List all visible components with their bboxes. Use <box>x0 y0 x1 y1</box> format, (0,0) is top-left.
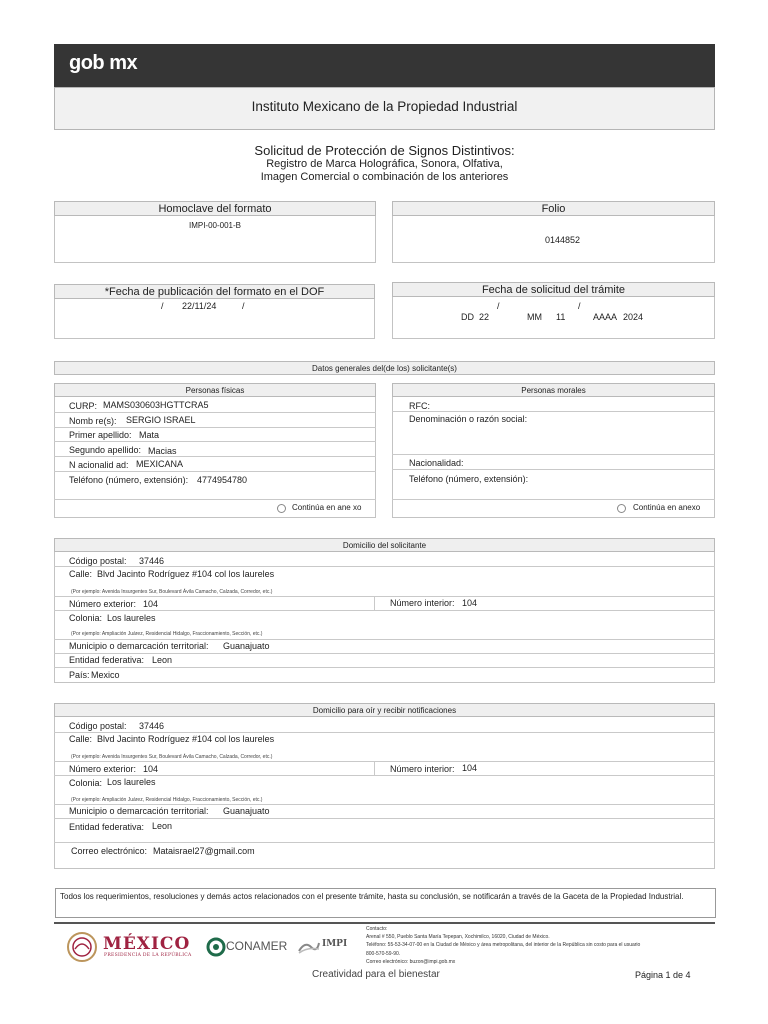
divider <box>54 441 376 442</box>
conamer-icon <box>206 937 226 957</box>
not-calle-label: Calle: <box>69 734 93 744</box>
dom-cp-value[interactable]: 37446 <box>139 556 165 566</box>
folio-label: Folio <box>392 201 715 216</box>
folio-value[interactable]: 0144852 <box>545 235 581 245</box>
not-cp-label: Código postal: <box>69 721 127 731</box>
solicitante-section-title: Datos generales del(de los) solicitante(s) <box>54 361 715 375</box>
dom-num-int-value[interactable]: 104 <box>462 598 478 608</box>
dom-colonia-value[interactable]: Los laureles <box>107 613 156 623</box>
divider <box>54 471 376 472</box>
divider <box>392 411 715 412</box>
aaaa-value[interactable]: 2024 <box>623 312 644 322</box>
notificaciones-title: Domicilio para oír y recibir notificaciones <box>54 703 715 717</box>
curp-label: CURP: <box>69 401 98 411</box>
footer-contact <box>366 925 716 966</box>
personas-morales-box <box>392 383 715 518</box>
not-calle-example: (Por ejemplo: Avenida Insurgentes Sur, Boulevard Ávila Camacho, Calzada, Corredor, etc.) <box>71 754 273 760</box>
form-subtitle-2: Imagen Comercial o combinación de los anteriores <box>260 171 509 183</box>
dom-colonia-label: Colonia: <box>69 613 103 623</box>
homoclave-value[interactable]: IMPI-00-001-B <box>188 221 242 230</box>
divider <box>54 427 376 428</box>
dom-calle-example: (Por ejemplo: Avenida Insurgentes Sur, Boulevard Ávila Camacho, Calzada, Corredor, etc.) <box>71 589 273 595</box>
form-subtitle-1: Registro de Marca Holográfica, Sonora, Olfativa, <box>266 158 503 170</box>
form-title: Solicitud de Protección de Signos Distintivos: <box>254 143 515 158</box>
personas-fisicas-title: Personas físicas <box>54 383 376 397</box>
divider <box>54 818 715 819</box>
impi-icon <box>297 939 321 955</box>
domicilio-title: Domicilio del solicitante <box>54 538 715 552</box>
header-bar <box>54 44 715 87</box>
morales-telefono-label: Teléfono (número, extensión): <box>409 474 529 484</box>
mm-label: MM <box>527 312 542 322</box>
personas-morales-title: Personas morales <box>392 383 715 397</box>
continua-anexo-label: Continúa en ane xo <box>292 503 362 512</box>
contact-tollfree: 800-570-59-90. <box>366 950 401 957</box>
not-num-int-label: Número interior: <box>390 764 455 774</box>
footer-slogan: Creatividad para el bienestar <box>312 969 440 980</box>
telefono-value[interactable]: 4774954780 <box>197 475 248 485</box>
divider <box>392 469 715 470</box>
curp-value[interactable]: MAMS030603HGTTCRA5 <box>103 400 209 410</box>
not-municipio-value[interactable]: Guanajuato <box>223 806 270 816</box>
not-num-ext-label: Número exterior: <box>69 764 137 774</box>
divider <box>54 653 715 654</box>
divider <box>54 596 715 597</box>
dom-pais-value[interactable]: Mexico <box>91 670 120 680</box>
fecha-pub-sep-2: / <box>242 301 245 311</box>
divider <box>374 596 375 610</box>
dom-cp-label: Código postal: <box>69 556 127 566</box>
divider <box>54 667 715 668</box>
page-number: Página 1 de 4 <box>635 970 691 980</box>
not-entidad-label: Entidad federativa: <box>69 822 145 832</box>
nombre-label: Nomb re(s): <box>69 416 117 426</box>
morales-continua-anexo-label: Continúa en anexo <box>633 503 701 512</box>
gobmx-logo: gob mx <box>69 52 138 74</box>
divider <box>54 499 376 500</box>
divider <box>54 456 376 457</box>
not-num-int-value[interactable]: 104 <box>462 763 478 773</box>
divider <box>54 842 715 843</box>
homoclave-label: Homoclave del formato <box>54 201 376 216</box>
impi-wordmark: IMPI <box>322 939 348 949</box>
dom-municipio-value[interactable]: Guanajuato <box>223 641 270 651</box>
institute-title: Instituto Mexicano de la Propiedad Industrial <box>251 99 518 114</box>
dom-colonia-example: (Por ejemplo: Ampliación Juárez, Residencial Hidalgo, Fraccionamiento, Sección, etc.) <box>71 631 263 637</box>
fecha-publicacion-value[interactable]: 22/11/24 <box>182 301 217 311</box>
gaceta-notice: Todos los requerimientos, resoluciones y demás actos relacionados con el presente trámite, hasta su conclusión, se notificarán a través de la Gaceta de la Propiedad Industrial. <box>55 888 716 918</box>
nombre-value[interactable]: SERGIO ISRAEL <box>126 415 196 425</box>
dd-label: DD <box>461 312 474 322</box>
divider <box>54 610 715 611</box>
divider <box>54 775 715 776</box>
denominacion-label: Denominación o razón social: <box>409 414 528 424</box>
presidencia-wordmark: PRESIDENCIA DE LA REPÚBLICA <box>104 953 192 958</box>
not-municipio-label: Municipio o demarcación territorial: <box>69 806 209 816</box>
not-colonia-value[interactable]: Los laureles <box>107 777 156 787</box>
rfc-label: RFC: <box>409 401 430 411</box>
contact-phone: Teléfono: 55-53-34-07-00 en la Ciudad de México y área metropolitana, del interior de la República sin costo para el usuario <box>366 942 641 949</box>
continua-anexo-radio[interactable] <box>277 504 286 513</box>
fecha-pub-sep-1: / <box>161 301 164 311</box>
divider <box>54 804 715 805</box>
divider <box>392 499 715 500</box>
not-colonia-example: (Por ejemplo: Ampliación Juárez, Residencial Hidalgo, Fraccionamiento, Sección, etc.) <box>71 797 263 803</box>
primer-apellido-value[interactable]: Mata <box>139 430 160 440</box>
contact-title: Contacto: <box>366 926 388 932</box>
segundo-apellido-value[interactable]: Macias <box>148 446 177 456</box>
fecha-solicitud-label: Fecha de solicitud del trámite <box>392 282 715 297</box>
dom-pais-label: País: <box>69 670 90 680</box>
dom-num-ext-label: Número exterior: <box>69 599 137 609</box>
divider <box>54 412 376 413</box>
not-correo-label: Correo electrónico: <box>71 846 148 856</box>
footer-rule <box>54 922 715 924</box>
dd-value[interactable]: 22 <box>479 312 490 322</box>
dom-calle-label: Calle: <box>69 569 93 579</box>
not-num-ext-value[interactable]: 104 <box>143 764 159 774</box>
escudo-nacional-icon <box>64 931 100 963</box>
divider <box>54 761 715 762</box>
conamer-wordmark: CONAMER <box>226 939 288 953</box>
morales-nacionalidad-label: Nacionalidad: <box>409 458 464 468</box>
dom-num-int-label: Número interior: <box>390 598 455 608</box>
segundo-apellido-label: Segundo apellido: <box>69 445 142 455</box>
fecha-sol-sep-1: / <box>497 301 500 311</box>
dom-num-ext-value[interactable]: 104 <box>143 599 159 609</box>
primer-apellido-label: Primer apellido: <box>69 430 132 440</box>
contact-email: Correo electrónico: buzon@impi.gob.mx <box>366 958 456 965</box>
not-entidad-value[interactable]: Leon <box>152 821 173 831</box>
nacionalidad-value[interactable]: MEXICANA <box>136 459 184 469</box>
divider <box>54 639 715 640</box>
divider <box>392 454 715 455</box>
divider <box>54 732 715 733</box>
divider <box>374 761 375 775</box>
nacionalidad-label: N acionalid ad: <box>69 460 129 470</box>
morales-continua-anexo-radio[interactable] <box>617 504 626 513</box>
not-colonia-label: Colonia: <box>69 778 103 788</box>
dom-entidad-label: Entidad federativa: <box>69 655 145 665</box>
aaaa-label: AAAA <box>593 312 618 322</box>
dom-municipio-label: Municipio o demarcación territorial: <box>69 641 209 651</box>
fecha-publicacion-label: *Fecha de publicación del formato en el DOF <box>54 284 375 299</box>
fecha-sol-sep-2: / <box>578 301 581 311</box>
mm-value[interactable]: 11 <box>556 312 566 322</box>
contact-address: Arenal # 550, Pueblo Santa María Tepepan, Xochimilco, 16020, Ciudad de México. <box>366 934 550 941</box>
divider <box>54 566 715 567</box>
not-calle-value[interactable]: Blvd Jacinto Rodríguez #104 col los laureles <box>97 734 275 744</box>
telefono-label: Teléfono (número, extensión): <box>69 475 189 485</box>
mexico-wordmark: MÉXICO <box>103 934 191 954</box>
not-cp-value[interactable]: 37446 <box>139 721 165 731</box>
not-correo-value[interactable]: Mataisrael27@gmail.com <box>153 846 255 856</box>
dom-entidad-value[interactable]: Leon <box>152 655 173 665</box>
dom-calle-value[interactable]: Blvd Jacinto Rodríguez #104 col los laureles <box>97 569 275 579</box>
